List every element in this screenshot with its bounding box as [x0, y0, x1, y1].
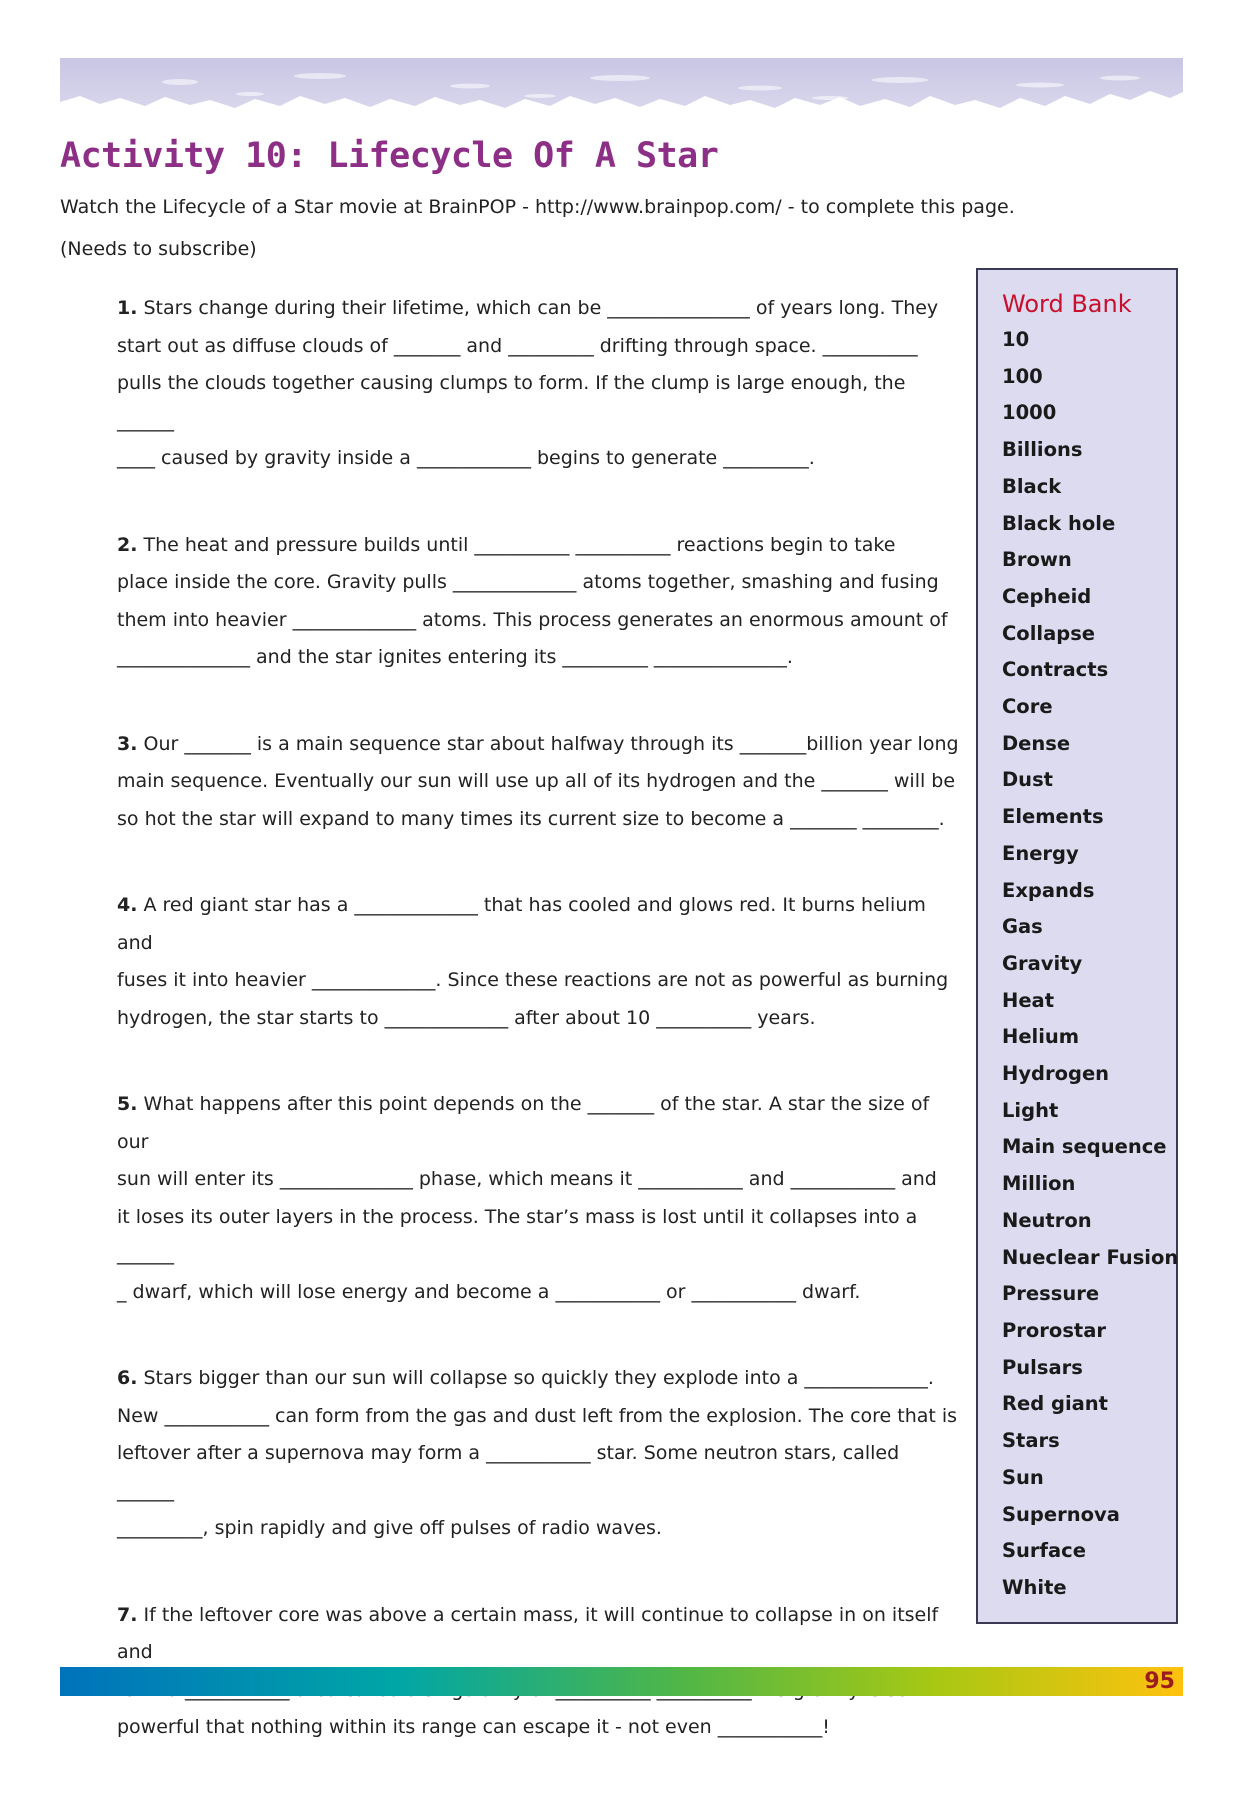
word-bank-item: Prorostar [1002, 1318, 1107, 1342]
word-bank-item: Hydrogen [1002, 1062, 1110, 1086]
word-bank-item: Gravity [1002, 951, 1083, 975]
question-4 [117, 887, 962, 1037]
word-bank-item: Supernova [1002, 1502, 1120, 1526]
word-bank-item: Surface [1002, 1539, 1086, 1563]
question-number: 3. [117, 732, 138, 755]
intro-text: Watch the Lifecycle of a Star movie at BrainPOP - http://www.brainpop.com/ - to complete this page. [60, 196, 1015, 218]
question-text: A red giant star has a _____________ that has cooled and glows red. It burns helium and fuses it into heavier _____________. Since these reactions are not as powerful as burning hydrogen, the star starts to _____________ after about 10 __________ years. [117, 894, 949, 1029]
word-bank-item: Black [1002, 474, 1062, 498]
word-bank-item: 100 [1002, 364, 1043, 388]
question-number: 6. [117, 1367, 138, 1389]
word-bank-item: Elements [1002, 805, 1104, 829]
question-text: Our _______ is a main sequence star about halfway through its _______billion year long main sequence. Eventually our sun will use up all of its hydrogen and the _______ will be so hot the star will expand to many times its current size to become a _______ ________. [117, 732, 959, 830]
word-bank-item: Stars [1002, 1429, 1060, 1453]
word-bank-item: Heat [1002, 988, 1055, 1012]
intro-note: (Needs to subscribe) [60, 238, 257, 260]
header-banner [60, 58, 1183, 118]
word-bank-item: Gas [1002, 915, 1043, 939]
question-3 [117, 726, 962, 839]
word-bank-item: Sun [1002, 1465, 1044, 1489]
word-bank-item: Core [1002, 695, 1053, 719]
page-number: 95 [1144, 1669, 1175, 1694]
word-bank [976, 268, 1178, 1624]
word-bank-item: Pulsars [1002, 1355, 1083, 1379]
word-bank-item: Red giant [1002, 1392, 1108, 1416]
word-bank-item: Collapse [1002, 621, 1096, 645]
word-bank-item: Dense [1002, 731, 1071, 755]
word-bank-list [1002, 322, 1178, 1607]
word-bank-item: Helium [1002, 1025, 1080, 1049]
question-text: Stars change during their lifetime, which can be _______________ of years long. They start out as diffuse clouds of _______ and _________ drifting through space. __________ pulls the clouds together causing clumps to form. If the clump is large enough, the ______ ____ caused by gravity inside a ____________ begins to generate _________. [117, 297, 939, 469]
question-text: What happens after this point depends on the _______ of the star. A star the size of our sun will enter its ______________ phase, which means it ___________ and ___________ and it loses its outer layers in the process. The star’s mass is lost until it collapses into a ______ _ dwarf, which will lose energy and become a ___________ or ___________ dwarf. [117, 1093, 937, 1303]
word-bank-item: Black hole [1002, 511, 1116, 535]
word-bank-item: Million [1002, 1172, 1076, 1196]
question-number: 2. [117, 533, 138, 556]
word-bank-item: 1000 [1002, 401, 1057, 425]
question-number: 7. [117, 1603, 138, 1626]
word-bank-item: Main sequence [1002, 1135, 1167, 1159]
question-number: 4. [117, 894, 138, 916]
word-bank-item: Light [1002, 1098, 1059, 1122]
word-bank-item: Cepheid [1002, 584, 1092, 608]
word-bank-item: 10 [1002, 328, 1030, 351]
word-bank-title: Word Bank [1002, 290, 1132, 318]
word-bank-item: White [1002, 1575, 1067, 1599]
question-text: The heat and pressure builds until __________ __________ reactions begin to take place inside the core. Gravity pulls _____________ atoms together, smashing and fusing them into heavier _____________ atoms. This process generates an enormous amount of ______________ and the star ignites entering its _________ ______________. [117, 533, 948, 668]
word-bank-item: Neutron [1002, 1208, 1092, 1232]
question-2 [117, 527, 962, 677]
question-number: 5. [117, 1093, 138, 1115]
question-number: 1. [117, 297, 138, 319]
question-6 [117, 1360, 962, 1548]
page-title: Activity 10: Lifecycle Of A Star [60, 136, 719, 176]
word-bank-item: Nueclear Fusion [1002, 1245, 1179, 1269]
word-bank-item: Billions [1002, 438, 1083, 462]
banner-shape [60, 58, 1183, 118]
question-5 [117, 1086, 962, 1311]
word-bank-item: Expands [1002, 878, 1095, 902]
question-text: If the leftover core was above a certain mass, it will continue to collapse in on itself and powerful that nothing within its range can escape it - not even ___________! [117, 1603, 939, 1738]
word-bank-item: Brown [1002, 548, 1072, 572]
word-bank-item: Contracts [1002, 658, 1109, 682]
word-bank-item: Energy [1002, 841, 1079, 865]
question-text: Stars bigger than our sun will collapse so quickly they explode into a _____________. New ___________ can form from the gas and dust left from the explosion. The core that is leftover after a supernova may form a ___________ star. Some neutron stars, called ______ _________, spin rapidly and give off pulses of radio waves. [117, 1367, 958, 1539]
question-1 [117, 290, 962, 478]
word-bank-item: Pressure [1002, 1282, 1100, 1306]
question-list [117, 290, 962, 1796]
word-bank-item: Dust [1002, 768, 1053, 792]
footer-bar [60, 1667, 1183, 1696]
